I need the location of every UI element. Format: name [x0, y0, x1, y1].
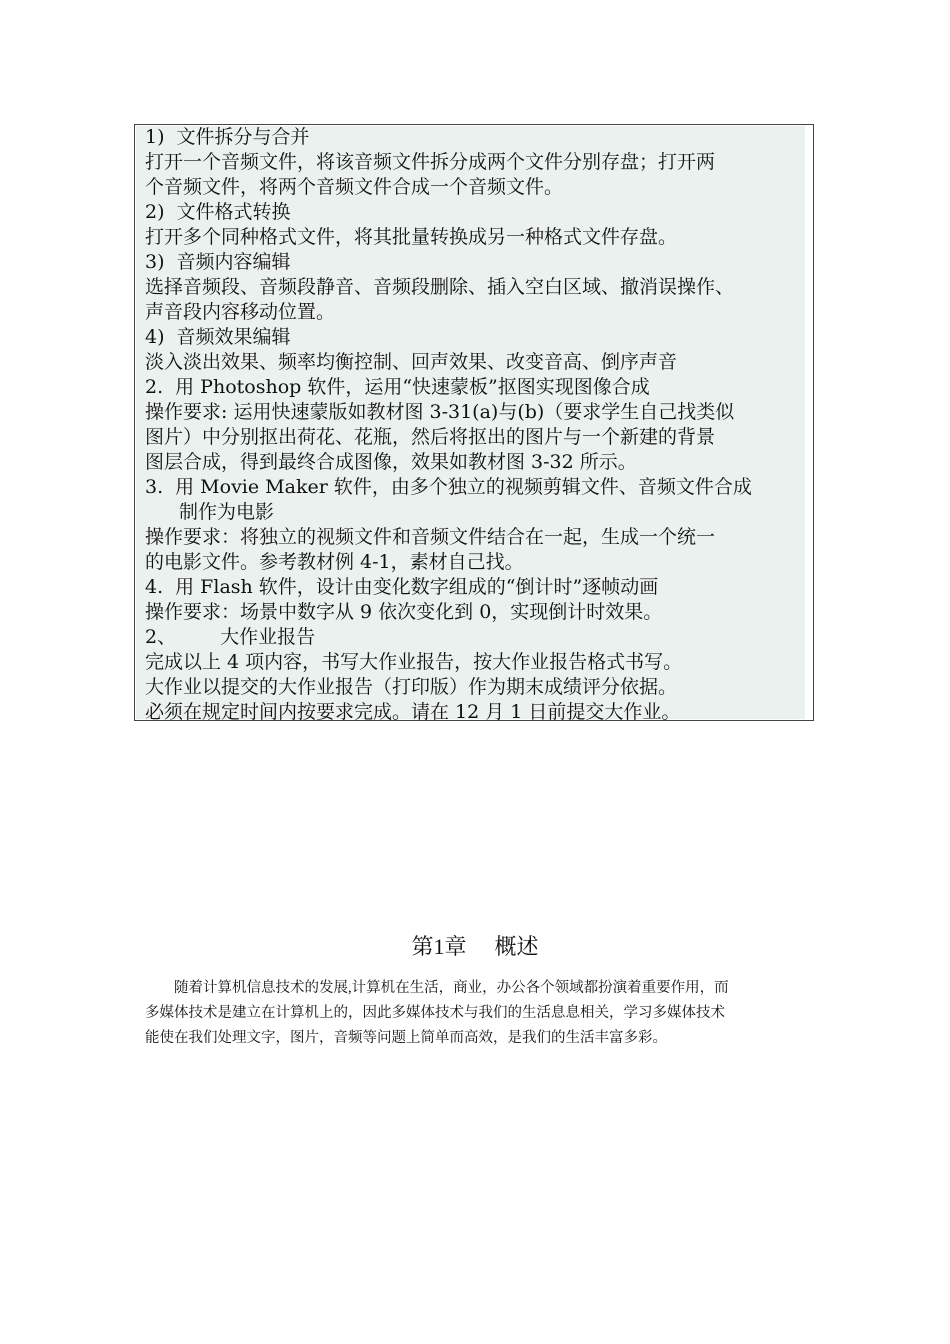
chapter-title: 概述 — [494, 934, 539, 959]
paragraph-line: 能使在我们处理文字，图片，音频等问题上简单而高效，是我们的生活丰富多彩。 — [145, 1030, 667, 1046]
item-number: 2) — [145, 201, 165, 223]
item-heading-line — [145, 475, 805, 500]
line-text: 用 Movie Maker 软件，由多个独立的视频剪辑文件、音频文件合成 — [175, 476, 752, 498]
line-text: 图片）中分别抠出荷花、花瓶，然后将抠出的图片与一个新建的背景 — [145, 426, 716, 448]
item-text-line — [145, 275, 805, 300]
item-text-line — [145, 550, 805, 575]
line-text: 用 Flash 软件，设计由变化数字组成的“倒计时”逐帧动画 — [175, 576, 659, 598]
item-number: 4) — [145, 326, 165, 348]
item-heading-line — [145, 250, 805, 275]
paragraph-line: 多媒体技术是建立在计算机上的，因此多媒体技术与我们的生活息息相关，学习多媒体技术 — [145, 1005, 725, 1021]
overview-paragraph — [145, 976, 810, 1051]
line-text: 个音频文件，将两个音频文件合成一个音频文件。 — [145, 176, 564, 198]
item-text-line — [145, 675, 805, 700]
chapter-heading — [0, 930, 950, 961]
item-text-line — [145, 500, 805, 525]
line-text: 音频效果编辑 — [176, 326, 291, 348]
line-text: 文件格式转换 — [176, 201, 291, 223]
item-heading-line — [145, 375, 805, 400]
item-number: 3) — [145, 251, 165, 273]
item-text-line — [145, 425, 805, 450]
assignment-lines — [145, 125, 805, 725]
item-text-line — [145, 300, 805, 325]
line-text: 的电影文件。参考教材例 4-1，素材自己找。 — [145, 551, 524, 573]
item-text-line — [145, 150, 805, 175]
line-text: 淡入淡出效果、频率均衡控制、回声效果、改变音高、倒序声音 — [145, 351, 678, 373]
line-text: 用 Photoshop 软件，运用“快速蒙板”抠图实现图像合成 — [175, 376, 650, 398]
line-text: 打开多个同种格式文件，将其批量转换成另一种格式文件存盘。 — [145, 226, 678, 248]
line-text: 大作业以提交的大作业报告（打印版）作为期末成绩评分依据。 — [145, 676, 678, 698]
item-text-line — [145, 400, 805, 425]
item-heading-line — [145, 625, 805, 650]
item-number: 1) — [145, 126, 165, 148]
assignment-content-box — [134, 124, 814, 721]
item-text-line — [145, 600, 805, 625]
line-text: 必须在规定时间内按要求完成。请在 12 月 1 日前提交大作业。 — [145, 701, 681, 723]
line-text: 图层合成，得到最终合成图像，效果如教材图 3-32 所示。 — [145, 451, 637, 473]
item-text-line — [145, 175, 805, 200]
item-number: 3. — [145, 476, 164, 498]
line-text: 文件拆分与合并 — [176, 126, 310, 148]
item-heading-line — [145, 575, 805, 600]
item-heading-line — [145, 125, 805, 150]
item-text-line — [145, 525, 805, 550]
line-text: 选择音频段、音频段静音、音频段删除、插入空白区域、撤消误操作、 — [145, 276, 735, 298]
item-heading-line — [145, 325, 805, 350]
line-text: 打开一个音频文件，将该音频文件拆分成两个文件分别存盘；打开两 — [145, 151, 716, 173]
item-text-line — [145, 700, 805, 725]
line-text: 完成以上 4 项内容，书写大作业报告，按大作业报告格式书写。 — [145, 651, 683, 673]
item-number: 2、 — [145, 626, 177, 648]
item-number: 4. — [145, 576, 164, 598]
item-text-line — [145, 350, 805, 375]
item-text-line — [145, 225, 805, 250]
line-text: 操作要求：场景中数字从 9 依次变化到 0，实现倒计时效果。 — [145, 601, 663, 623]
item-heading-line — [145, 200, 805, 225]
line-text: 制作为电影 — [179, 501, 275, 523]
line-text: 操作要求：将独立的视频文件和音频文件结合在一起，生成一个统一 — [145, 526, 716, 548]
chapter-number: 第1章 — [411, 934, 467, 959]
item-number: 2. — [145, 376, 164, 398]
paragraph-line: 随着计算机信息技术的发展,计算机在生活，商业，办公各个领域都扮演着重要作用，而 — [174, 980, 729, 996]
item-text-line — [145, 650, 805, 675]
item-text-line — [145, 450, 805, 475]
line-text: 声音段内容移动位置。 — [145, 301, 336, 323]
line-text: 大作业报告 — [220, 626, 316, 648]
line-text: 音频内容编辑 — [176, 251, 291, 273]
line-text: 操作要求: 运用快速蒙版如教材图 3-31(a)与(b)（要求学生自己找类似 — [145, 401, 735, 423]
